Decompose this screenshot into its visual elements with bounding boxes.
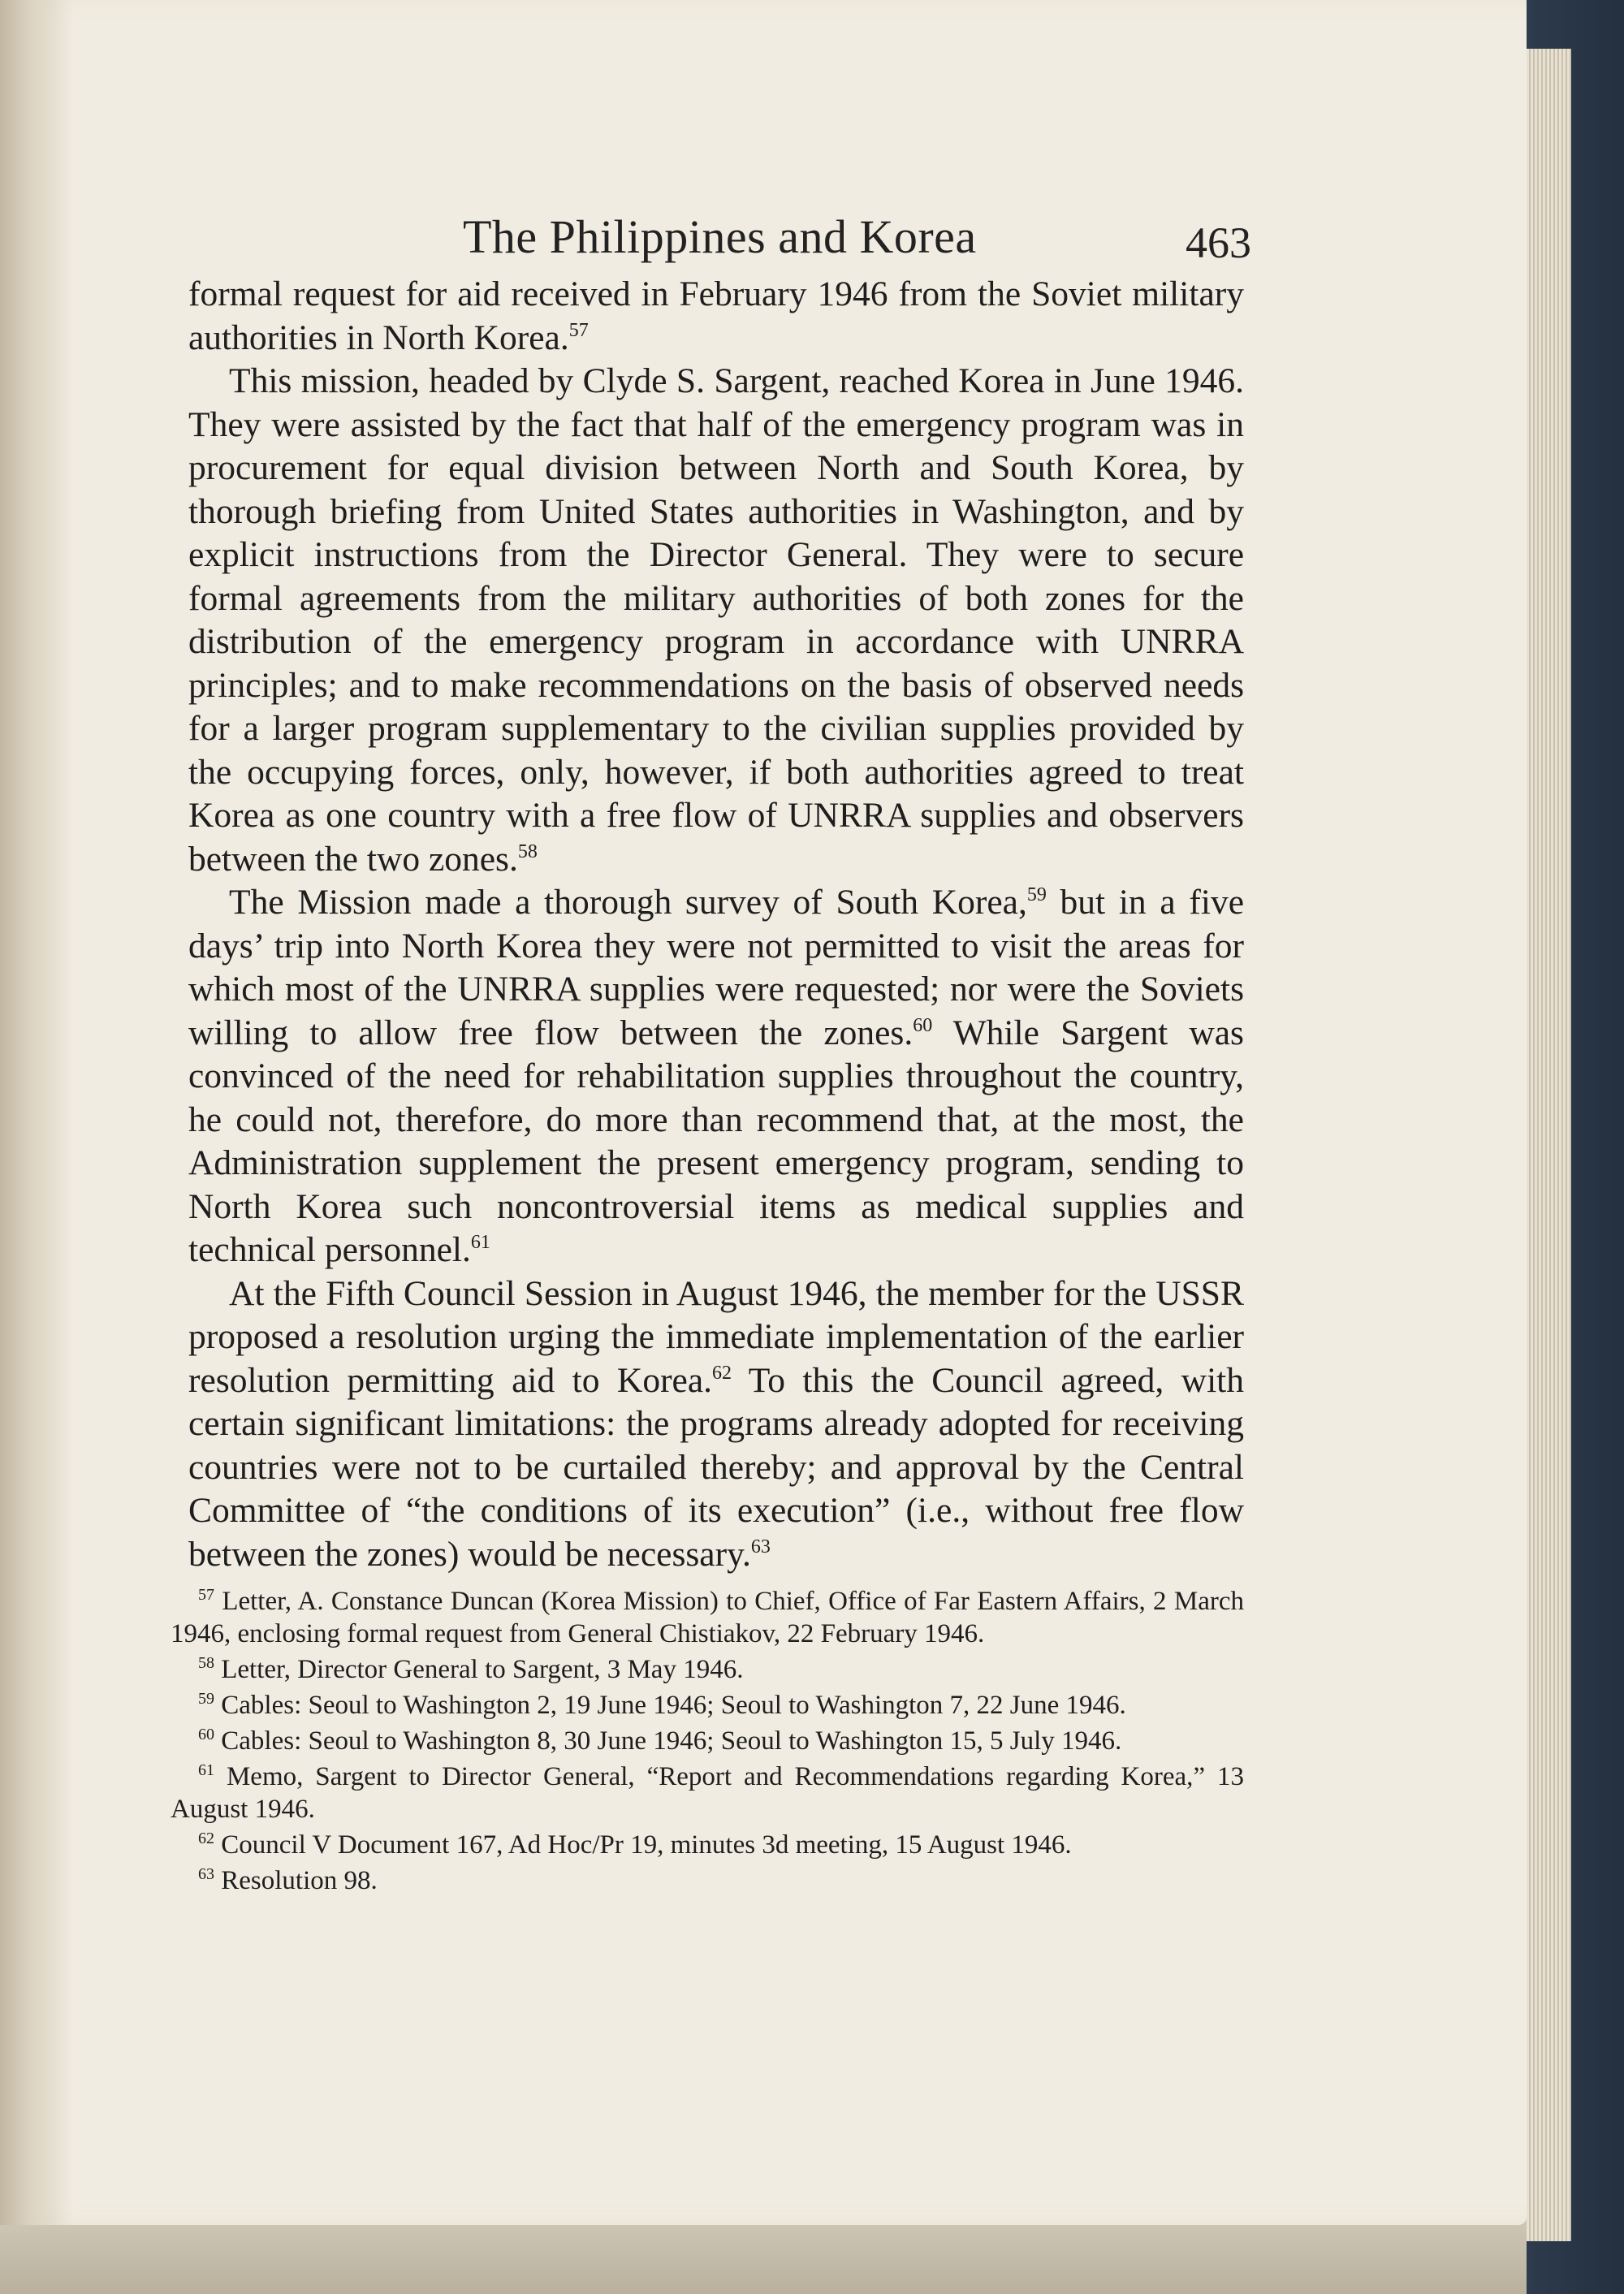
paragraph-4-text-b: To this the Council agreed, with certain significant limitations: the programs already adopted for receiving countries were not to be curtailed thereby; and approval by the Central Committee of “the conditions of its execution” (i.e., without free flow between the zones) would be necessary.	[188, 1360, 1244, 1574]
footnote-number: 58	[198, 1654, 214, 1672]
page-number: 463	[1186, 218, 1251, 267]
paragraph-1	[188, 273, 1244, 360]
footnote-number: 61	[198, 1761, 214, 1779]
footnote-57	[171, 1585, 1244, 1650]
footnote-61	[171, 1760, 1244, 1825]
footnote-58	[171, 1653, 1244, 1686]
footnote-59	[171, 1689, 1244, 1722]
paragraph-3-text-b: but in a five days’ trip into North Korea they were not permitted to visit the areas for which most of the UNRRA supplies were requested; nor were the Soviets willing to allow free flow between the zones.	[188, 883, 1244, 1052]
page-edges	[1527, 49, 1571, 2241]
body-text	[188, 273, 1244, 1576]
footnote-text: Memo, Sargent to Director General, “Report and Recommendations regarding Korea,” 13 August 1946.	[171, 1762, 1244, 1824]
footnote-ref-62: 62	[712, 1362, 732, 1384]
paragraph-2	[188, 360, 1244, 881]
footnote-ref-63: 63	[750, 1536, 771, 1557]
footnote-ref-57: 57	[568, 319, 589, 341]
spine-shadow	[0, 0, 73, 2225]
footnote-60	[171, 1725, 1244, 1757]
footnote-text: Cables: Seoul to Washington 8, 30 June 1946; Seoul to Washington 15, 5 July 1946.	[221, 1726, 1122, 1756]
paragraph-2-text: This mission, headed by Clyde S. Sargent, reached Korea in June 1946. They were assisted by the fact that half of the emergency program was in procurement for equal division between North and South Korea, by thorough briefing from United States authorities in Washington, and by explicit instructions from the Director General. They were to secure formal agreements from the military authorities of both zones for the distribution of the emergency program in accordance with UNRRA principles; and to make recommendations on the basis of observed needs for a larger program supplementary to the civilian supplies provided by the occupying forces, only, however, if both authorities agreed to treat Korea as one country with a free flow of UNRRA supplies and observers between the two zones.	[188, 361, 1244, 879]
running-title: The Philippines and Korea	[463, 210, 977, 263]
footnote-63	[171, 1864, 1244, 1897]
footnote-ref-59: 59	[1026, 884, 1047, 905]
footnote-number: 57	[198, 1586, 214, 1604]
footnotes	[171, 1585, 1244, 1900]
footnote-ref-58: 58	[517, 840, 538, 862]
footnote-number: 63	[198, 1865, 214, 1883]
footnote-number: 62	[198, 1830, 214, 1847]
paragraph-3-text-a: The Mission made a thorough survey of South Korea,	[229, 883, 1027, 922]
footnote-text: Letter, A. Constance Duncan (Korea Mission) to Chief, Office of Far Eastern Affairs, 2 March 1946, enclosing formal request from General Chistiakov, 22 February 1946.	[171, 1587, 1245, 1648]
footnote-text: Resolution 98.	[221, 1866, 378, 1895]
footnote-ref-60: 60	[913, 1014, 933, 1036]
paragraph-4-text-a: At the Fifth Council Session in August 1946, the member for the USSR proposed a resolution urging the immediate implementation of the earlier resolution permitting aid to Korea.	[188, 1273, 1244, 1400]
footnote-text: Letter, Director General to Sargent, 3 May 1946.	[221, 1655, 744, 1684]
paragraph-4	[188, 1272, 1244, 1577]
footnote-number: 59	[198, 1690, 214, 1708]
footnote-number: 60	[198, 1726, 214, 1743]
footnote-62	[171, 1829, 1244, 1861]
footnote-text: Council V Document 167, Ad Hoc/Pr 19, minutes 3d meeting, 15 August 1946.	[221, 1830, 1072, 1860]
paragraph-1-text: formal request for aid received in February 1946 from the Soviet military authorities in North Korea.	[188, 274, 1244, 357]
footnote-text: Cables: Seoul to Washington 2, 19 June 1946; Seoul to Washington 7, 22 June 1946.	[221, 1691, 1126, 1720]
paragraph-3-text-c: While Sargent was convinced of the need for rehabilitation supplies throughout the country, he could not, therefore, do more than recommend that, at the most, the Administration supplement the present emergency program, sending to North Korea such noncontroversial items as medical supplies and technical personnel.	[188, 1013, 1244, 1269]
paragraph-3	[188, 881, 1244, 1272]
footnote-ref-61: 61	[470, 1232, 490, 1253]
